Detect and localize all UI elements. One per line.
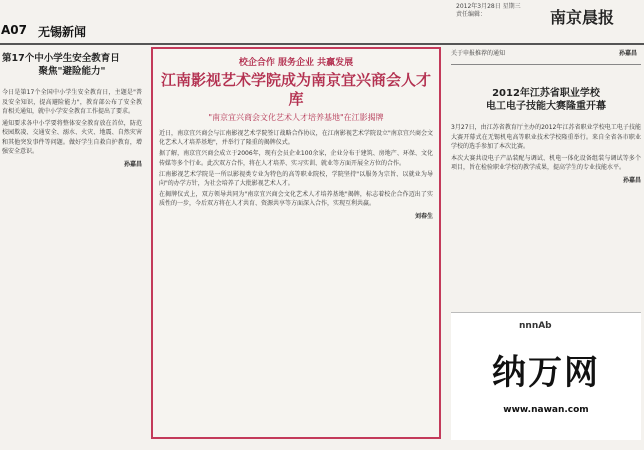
right-divider [451, 64, 641, 65]
header-divider [0, 43, 644, 45]
ad-brand-name: 纳万网 [492, 353, 600, 393]
header-date: 2012年3月28日 星期三 [456, 3, 521, 10]
right-paragraph: 本次大赛共设电子产品装配与调试、机电一体化设备组装与调试等多个项目，旨在检验职业学校的教学成果，提高学生的专业技能水平。 [451, 154, 641, 171]
page-header [0, 16, 140, 42]
article-subhead: "南京宜兴商会文化艺术人才培养基地"在江影揭牌 [208, 113, 384, 122]
right-article [451, 48, 641, 440]
right-byline: 孙嘉昌 [622, 176, 641, 184]
header-editor: 责任编辑： [456, 11, 487, 18]
right-top-snippet: 关于申报推荐的通知 [451, 50, 506, 57]
center-byline: 刘春生 [414, 212, 433, 220]
ad-logo-icon: nnnAb [519, 321, 552, 331]
center-paragraph: 江南影视艺术学院是一所以影视类专业为特色的高等职业院校，学院坚持"以服务为宗旨、以就业为导向"的办学方针，为社会培养了大批影视艺术人才。 [159, 170, 433, 188]
right-article-subtitle: 电工电子技能大赛隆重开幕 [486, 101, 606, 112]
left-article-title: 第17个中小学生安全教育日 [2, 53, 120, 64]
section-title: 无锡新闻 [38, 25, 87, 39]
right-paragraph: 3月27日，由江苏省教育厅主办的2012年江苏省职业学校电工电子技能大赛开幕式在无锡机电高等职业技术学校隆重举行。来自全省各市职业学校的选手参加了本次比赛。 [451, 124, 641, 150]
masthead-logo: 南京晨报 [550, 8, 615, 27]
left-paragraph: 今日是第17个全国中小学生安全教育日，主题是"普及安全知识，提高避险能力"，教育部公布了安全教育相关通知，就中小学安全教育工作提出了要求。 [2, 89, 142, 115]
center-paragraph: 近日，南京宜兴商会与江南影视艺术学院签订战略合作协议，在江南影视艺术学院设立"南京宜兴商会文化艺术人才培养基地"，并举行了隆重的揭牌仪式。 [159, 130, 433, 147]
article-kicker: 校企合作 服务企业 共赢发展 [238, 58, 354, 68]
left-article-subtitle: 聚焦"避险能力" [38, 66, 106, 77]
page-number: A07 [1, 23, 27, 37]
right-top-byline: 孙嘉昌 [618, 50, 637, 57]
center-paragraph: 据了解，南京宜兴商会成立于2006年，现有会员企业100余家，企业分布于建筑、房地产、环保、文化传媒等多个行业。此次双方合作，将在人才培养、实习实训、就业等方面开展全方位的合作。 [159, 150, 433, 167]
left-article [2, 50, 142, 442]
left-paragraph: 通知要求各中小学要将整体安全教育放在首位，防范校园欺凌、交通安全、溺水、火灾、地震、自然灾害和其他突发事件等问题。做好学生自救自护教育，增强安全意识。 [2, 119, 142, 155]
ad-url[interactable]: www.nawan.com [503, 405, 589, 415]
header-meta [456, 3, 546, 19]
advertisement[interactable] [451, 312, 641, 440]
center-paragraph: 在揭牌仪式上，双方领导共同为"南京宜兴商会文化艺术人才培养基地"揭牌，标志着校企合作迈出了实质性的一步，今后双方将在人才共育、资源共享等方面深入合作，实现互利共赢。 [159, 191, 433, 208]
article-headline: 江南影视艺术学院成为南京宜兴商会人才库 [160, 71, 431, 108]
left-byline: 孙嘉昌 [123, 160, 142, 168]
right-article-title: 2012年江苏省职业学校 [492, 88, 600, 99]
center-feature-article [151, 47, 441, 439]
